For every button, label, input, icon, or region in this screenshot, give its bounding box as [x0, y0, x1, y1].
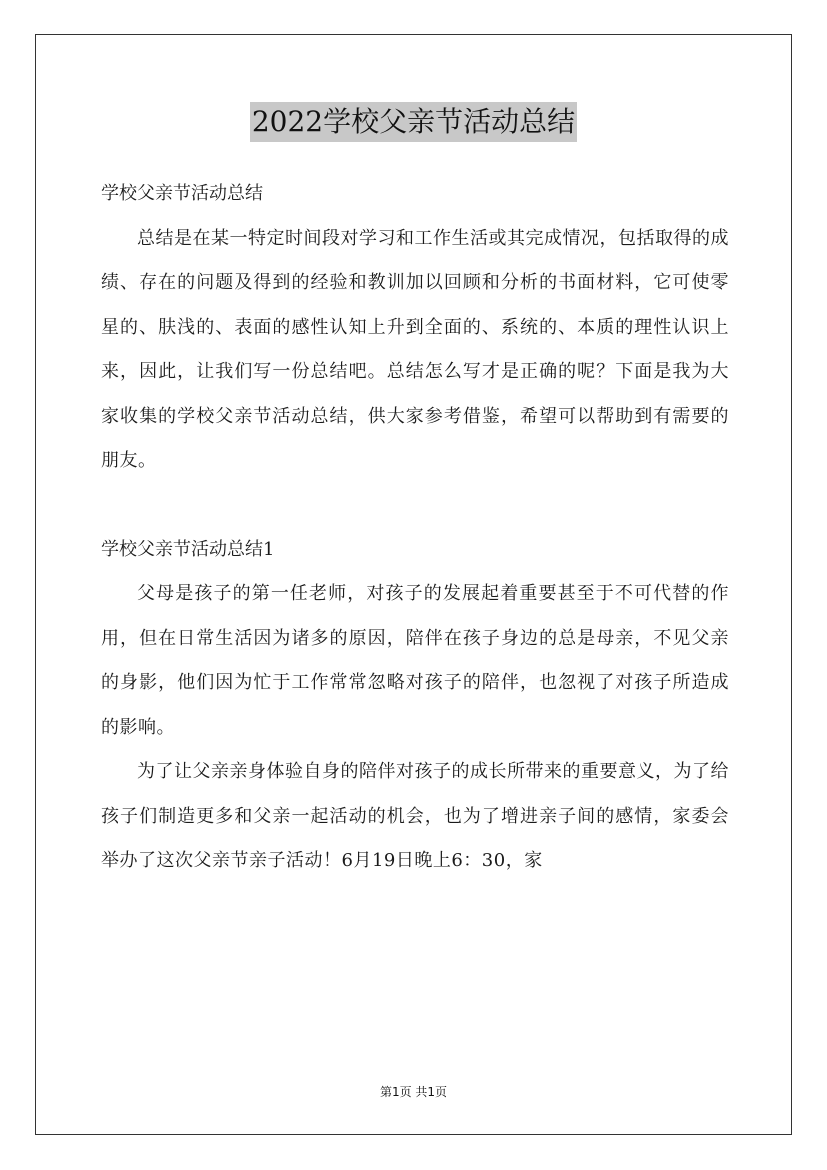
title-container [0, 102, 827, 142]
section-1-paragraph-1: 父母是孩子的第一任老师，对孩子的发展起着重要甚至于不可代替的作用，但在日常生活因为诸多的原因，陪伴在孩子身边的总是母亲，不见父亲的身影，他们因为忙于工作常常忽略对孩子的陪伴，也忽视了对孩子所造成的影响。 [101, 583, 729, 738]
document-body [101, 172, 729, 884]
section-heading-intro: 学校父亲节活动总结 [101, 183, 263, 204]
intro-paragraph: 总结是在某一特定时间段对学习和工作生活或其完成情况，包括取得的成绩、存在的问题及得到的经验和教训加以回顾和分析的书面材料，它可使零星的、肤浅的、表面的感性认知上升到全面的、系统的、本质的理性认识上来，因此，让我们写一份总结吧。总结怎么写才是正确的呢？下面是我为大家收集的学校父亲节活动总结，供大家参考借鉴，希望可以帮助到有需要的朋友。 [101, 227, 729, 471]
page-footer: 第1页 共1页 [379, 1085, 448, 1099]
section-heading-1: 学校父亲节活动总结1 [101, 538, 275, 560]
section-1-paragraph-2: 为了让父亲亲身体验自身的陪伴对孩子的成长所带来的重要意义，为了给孩子们制造更多和父亲一起活动的机会，也为了增进亲子间的感情，家委会举办了这次父亲节亲子活动！6月19日晚上6：30，家 [101, 761, 729, 871]
document-title: 2022学校父亲节活动总结 [250, 102, 577, 142]
